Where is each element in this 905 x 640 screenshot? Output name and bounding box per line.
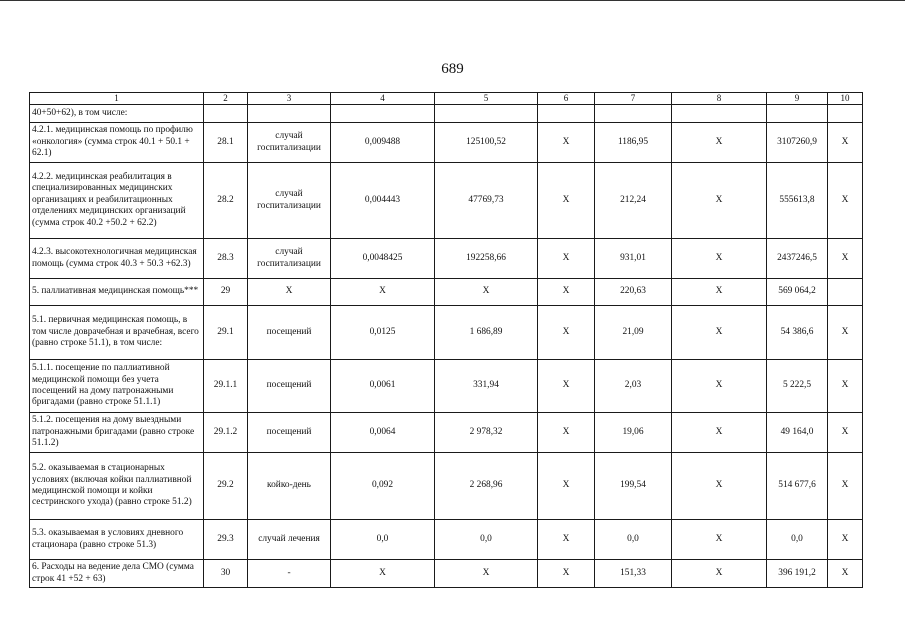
row-col-7 — [595, 105, 672, 123]
table-row — [30, 279, 863, 306]
financing-table — [29, 92, 863, 588]
table-row — [30, 413, 863, 453]
table-row — [30, 560, 863, 588]
row-col-6: X — [538, 239, 595, 279]
row-unit: случай госпитализации — [248, 163, 331, 239]
row-code: 29.3 — [204, 520, 248, 560]
row-col-8: X — [672, 163, 767, 239]
row-col-5: 0,0 — [435, 520, 538, 560]
row-col-6: X — [538, 279, 595, 306]
row-col-9: 514 677,6 — [767, 453, 828, 520]
table-row — [30, 105, 863, 123]
row-label: 4.2.3. высокотехнологичная медицинская помощь (сумма строк 40.3 + 50.3 +62.3) — [30, 239, 204, 279]
header-col-2: 2 — [204, 93, 248, 105]
table-row — [30, 123, 863, 163]
row-unit: - — [248, 560, 331, 588]
row-label: 5.1.2. посещения на дому выездными патронажными бригадами (равно строке 51.1.2) — [30, 413, 204, 453]
header-col-6: 6 — [538, 93, 595, 105]
row-col-5: 125100,52 — [435, 123, 538, 163]
row-col-9: 49 164,0 — [767, 413, 828, 453]
table-row — [30, 453, 863, 520]
row-col-8: X — [672, 453, 767, 520]
row-unit — [248, 105, 331, 123]
row-col-8: X — [672, 520, 767, 560]
row-label: 5.1.1. посещение по паллиативной медицинской помощи без учета посещений на дому патронажными бригадами (равно строке 51.1.1) — [30, 360, 204, 413]
row-col-5 — [435, 105, 538, 123]
row-col-8: X — [672, 279, 767, 306]
row-label: 5.2. оказываемая в стационарных условиях (включая койки паллиативной медицинской помощи и койки сестринского ухода) (равно строке 51.2) — [30, 453, 204, 520]
row-col-10 — [828, 279, 863, 306]
row-col-9: 569 064,2 — [767, 279, 828, 306]
row-code: 29.1 — [204, 306, 248, 360]
row-col-9: 555613,8 — [767, 163, 828, 239]
header-col-3: 3 — [248, 93, 331, 105]
row-code: 29.1.2 — [204, 413, 248, 453]
row-col-6: X — [538, 360, 595, 413]
header-col-7: 7 — [595, 93, 672, 105]
row-col-9: 5 222,5 — [767, 360, 828, 413]
row-col-9: 3107260,9 — [767, 123, 828, 163]
row-label: 4.2.2. медицинская реабилитация в специализированных медицинских организациях и реабилитационных отделениях медицинских организаций (сумма строк 40.2 +50.2 + 62.2) — [30, 163, 204, 239]
row-unit: случай госпитализации — [248, 239, 331, 279]
row-col-4: 0,0064 — [331, 413, 435, 453]
row-col-4: 0,009488 — [331, 123, 435, 163]
row-col-10: X — [828, 453, 863, 520]
row-col-8: X — [672, 306, 767, 360]
row-col-4: X — [331, 279, 435, 306]
table-row — [30, 239, 863, 279]
header-col-10: 10 — [828, 93, 863, 105]
header-row — [30, 93, 863, 105]
row-col-10: X — [828, 360, 863, 413]
row-col-5: 192258,66 — [435, 239, 538, 279]
row-code — [204, 105, 248, 123]
row-unit: посещений — [248, 360, 331, 413]
row-col-5: 1 686,89 — [435, 306, 538, 360]
row-col-9 — [767, 105, 828, 123]
row-label: 5.3. оказываемая в условиях дневного стационара (равно строке 51.3) — [30, 520, 204, 560]
row-unit: посещений — [248, 413, 331, 453]
row-code: 28.1 — [204, 123, 248, 163]
row-code: 29 — [204, 279, 248, 306]
row-col-5: 2 268,96 — [435, 453, 538, 520]
row-code: 28.3 — [204, 239, 248, 279]
row-col-7: 931,01 — [595, 239, 672, 279]
row-col-5: 2 978,32 — [435, 413, 538, 453]
page-number: 689 — [441, 61, 464, 77]
header-col-1: 1 — [30, 93, 204, 105]
row-col-10: X — [828, 413, 863, 453]
row-col-9: 2437246,5 — [767, 239, 828, 279]
row-col-7: 2,03 — [595, 360, 672, 413]
row-col-6: X — [538, 453, 595, 520]
row-col-4: 0,0125 — [331, 306, 435, 360]
row-col-7: 0,0 — [595, 520, 672, 560]
table-row — [30, 163, 863, 239]
row-code: 29.2 — [204, 453, 248, 520]
header-col-9: 9 — [767, 93, 828, 105]
row-col-7: 220,63 — [595, 279, 672, 306]
row-col-6: X — [538, 123, 595, 163]
row-col-10: X — [828, 520, 863, 560]
row-col-10: X — [828, 123, 863, 163]
row-col-6 — [538, 105, 595, 123]
row-col-7: 212,24 — [595, 163, 672, 239]
row-col-5: 47769,73 — [435, 163, 538, 239]
row-col-10 — [828, 105, 863, 123]
row-unit: X — [248, 279, 331, 306]
row-col-8: X — [672, 560, 767, 588]
row-col-9: 54 386,6 — [767, 306, 828, 360]
row-label: 6. Расходы на ведение дела СМО (сумма строк 41 +52 + 63) — [30, 560, 204, 588]
row-col-5: 331,94 — [435, 360, 538, 413]
row-col-6: X — [538, 560, 595, 588]
row-col-7: 199,54 — [595, 453, 672, 520]
table-row — [30, 360, 863, 413]
table-row — [30, 520, 863, 560]
row-col-6: X — [538, 413, 595, 453]
row-col-8 — [672, 105, 767, 123]
row-col-8: X — [672, 123, 767, 163]
row-col-8: X — [672, 239, 767, 279]
row-unit: случай лечения — [248, 520, 331, 560]
table-row — [30, 306, 863, 360]
row-label: 40+50+62), в том числе: — [30, 105, 204, 123]
row-col-4: 0,0 — [331, 520, 435, 560]
header-col-4: 4 — [331, 93, 435, 105]
row-label: 5. паллиативная медицинская помощь*** — [30, 279, 204, 306]
row-col-4: 0,004443 — [331, 163, 435, 239]
row-col-9: 0,0 — [767, 520, 828, 560]
row-unit: койко-день — [248, 453, 331, 520]
row-unit: случай госпитализации — [248, 123, 331, 163]
row-code: 29.1.1 — [204, 360, 248, 413]
header-col-5: 5 — [435, 93, 538, 105]
row-code: 30 — [204, 560, 248, 588]
row-col-8: X — [672, 413, 767, 453]
scan-edge-line — [0, 0, 905, 1]
row-col-5: X — [435, 560, 538, 588]
row-col-4: X — [331, 560, 435, 588]
row-col-4: 0,0061 — [331, 360, 435, 413]
row-col-7: 1186,95 — [595, 123, 672, 163]
row-unit: посещений — [248, 306, 331, 360]
row-col-10: X — [828, 306, 863, 360]
row-col-4 — [331, 105, 435, 123]
row-col-10: X — [828, 239, 863, 279]
row-col-6: X — [538, 306, 595, 360]
row-col-9: 396 191,2 — [767, 560, 828, 588]
row-col-10: X — [828, 163, 863, 239]
row-col-10: X — [828, 560, 863, 588]
row-col-8: X — [672, 360, 767, 413]
row-col-6: X — [538, 520, 595, 560]
row-code: 28.2 — [204, 163, 248, 239]
row-col-4: 0,0048425 — [331, 239, 435, 279]
row-col-4: 0,092 — [331, 453, 435, 520]
row-col-7: 21,09 — [595, 306, 672, 360]
row-col-7: 19,06 — [595, 413, 672, 453]
header-col-8: 8 — [672, 93, 767, 105]
row-col-5: X — [435, 279, 538, 306]
row-col-6: X — [538, 163, 595, 239]
row-label: 5.1. первичная медицинская помощь, в том числе доврачебная и врачебная, всего (равно строке 51.1), в том числе: — [30, 306, 204, 360]
row-col-7: 151,33 — [595, 560, 672, 588]
row-label: 4.2.1. медицинская помощь по профилю «онкология» (сумма строк 40.1 + 50.1 + 62.1) — [30, 123, 204, 163]
